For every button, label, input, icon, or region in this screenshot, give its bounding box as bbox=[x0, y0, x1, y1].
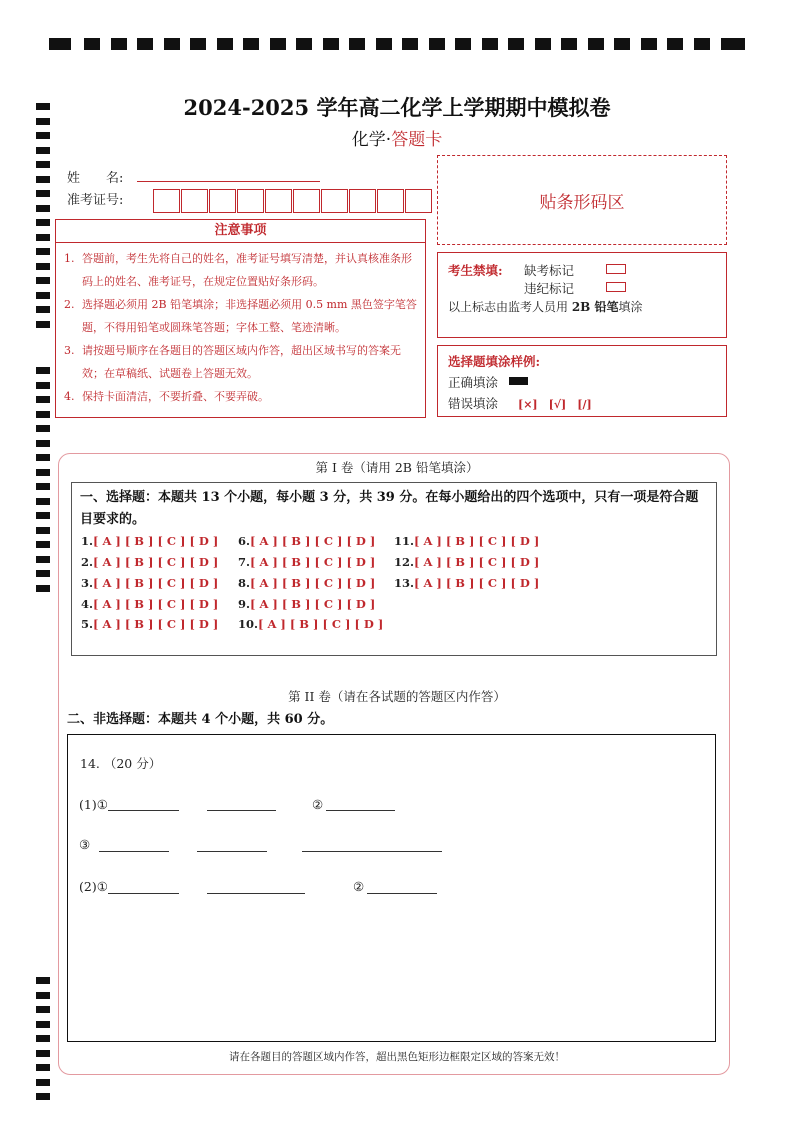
mcq-q12[interactable]: 12.[ A ] [ B ] [ C ] [ D ] bbox=[394, 555, 540, 569]
mcq-q2[interactable]: 2.[ A ] [ B ] [ C ] [ D ] bbox=[81, 555, 219, 569]
answer-blank[interactable] bbox=[207, 810, 276, 811]
correct-label: 正确填涂 bbox=[448, 375, 499, 390]
mcq-q6[interactable]: 6.[ A ] [ B ] [ C ] [ D ] bbox=[238, 534, 376, 548]
notice-item: 1. 答题前，考生先将自己的姓名，准考证号填写清楚，并认真核准条形码上的姓名、准考证号，在规定位置贴好条形码。 bbox=[64, 252, 412, 288]
q14-2-2-label: ② bbox=[353, 879, 365, 894]
answer-blank[interactable] bbox=[197, 851, 267, 852]
q14-1-1-label: (1)① bbox=[79, 797, 108, 812]
violation-label: 违纪标记 bbox=[524, 281, 575, 296]
timing-mark-bar bbox=[49, 38, 745, 52]
mcq-q13[interactable]: 13.[ A ] [ B ] [ C ] [ D ] bbox=[394, 576, 540, 590]
notice-item: 4. 保持卡面清洁，不要折叠、不要弄破。 bbox=[64, 390, 269, 403]
mcq-q7[interactable]: 7.[ A ] [ B ] [ C ] [ D ] bbox=[238, 555, 376, 569]
page-subtitle: 化学·答题卡 bbox=[351, 130, 443, 150]
answer-blank[interactable] bbox=[108, 810, 179, 811]
wrong-label: 错误填涂 bbox=[448, 396, 499, 411]
mcq-q10[interactable]: 10.[ A ] [ B ] [ C ] [ D ] bbox=[238, 617, 384, 631]
notice-list bbox=[55, 243, 426, 418]
filled-sample-mark bbox=[509, 377, 528, 385]
violation-checkbox[interactable] bbox=[606, 282, 626, 292]
mcq-q5[interactable]: 5.[ A ] [ B ] [ C ] [ D ] bbox=[81, 617, 219, 631]
q14-2-1-label: (2)① bbox=[79, 879, 108, 894]
answer-blank[interactable] bbox=[302, 851, 442, 852]
page-title: 2024-2025 学年高二化学上学期期中模拟卷 bbox=[183, 95, 611, 120]
footer-warning: 请在各题目的答题区域内作答，超出黑色矩形边框限定区域的答案无效！ bbox=[229, 1051, 565, 1063]
part2-heading: 二、非选择题：本题共 4 个小题，共 60 分。 bbox=[67, 712, 334, 727]
barcode-area: 贴条形码区 bbox=[437, 155, 727, 245]
part1-title: 第 I 卷（请用 2B 铅笔填涂） bbox=[315, 460, 479, 475]
mcq-q3[interactable]: 3.[ A ] [ B ] [ C ] [ D ] bbox=[81, 576, 219, 590]
forbidden-box bbox=[437, 252, 727, 338]
q14-answer-box bbox=[67, 734, 716, 1042]
name-field[interactable] bbox=[137, 181, 320, 182]
exam-id-boxes[interactable] bbox=[153, 189, 433, 213]
mcq-heading: 一、选择题：本题共 13 个小题，每小题 3 分，共 39 分。在每小题给出的四个选项中，只有一项是符合题目要求的。 bbox=[80, 490, 699, 527]
sample-box bbox=[437, 345, 727, 417]
q14-label: 14. （20 分） bbox=[80, 756, 162, 771]
absent-checkbox[interactable] bbox=[606, 264, 626, 274]
part2-title: 第 II 卷（请在各试题的答题区内作答） bbox=[288, 689, 506, 704]
forbidden-note: 以上标志由监考人员用 2B 铅笔填涂 bbox=[448, 300, 643, 314]
q14-1-2-label: ② bbox=[312, 797, 324, 812]
answer-blank[interactable] bbox=[367, 893, 437, 894]
notice-item: 3. 请按题号顺序在各题目的答题区域内作答，超出区域书写的答案无效；在草稿纸、试题卷上答题无效。 bbox=[64, 344, 401, 380]
mcq-q9[interactable]: 9.[ A ] [ B ] [ C ] [ D ] bbox=[238, 597, 376, 611]
name-label: 姓 名: bbox=[67, 171, 124, 186]
absent-label: 缺考标记 bbox=[524, 263, 575, 278]
forbidden-label: 考生禁填: bbox=[448, 263, 503, 278]
answer-blank[interactable] bbox=[326, 810, 395, 811]
wrong-sample-marks: [×] [√] [/] bbox=[518, 398, 592, 411]
sample-label: 选择题填涂样例: bbox=[448, 354, 541, 369]
answer-blank[interactable] bbox=[207, 893, 305, 894]
mcq-q1[interactable]: 1.[ A ] [ B ] [ C ] [ D ] bbox=[81, 534, 219, 548]
mcq-q11[interactable]: 11.[ A ] [ B ] [ C ] [ D ] bbox=[394, 534, 540, 548]
q14-1-3-label: ③ bbox=[79, 837, 91, 852]
notice-heading: 注意事项 bbox=[55, 219, 426, 243]
mcq-q8[interactable]: 8.[ A ] [ B ] [ C ] [ D ] bbox=[238, 576, 376, 590]
exam-id-label: 准考证号: bbox=[67, 193, 124, 208]
answer-blank[interactable] bbox=[108, 893, 179, 894]
notice-item: 2. 选择题必须用 2B 铅笔填涂；非选择题必须用 0.5 mm 黑色签字笔答题，不得用铅笔或圆珠笔答题；字体工整、笔迹清晰。 bbox=[64, 298, 417, 334]
mcq-q4[interactable]: 4.[ A ] [ B ] [ C ] [ D ] bbox=[81, 597, 219, 611]
answer-blank[interactable] bbox=[99, 851, 169, 852]
